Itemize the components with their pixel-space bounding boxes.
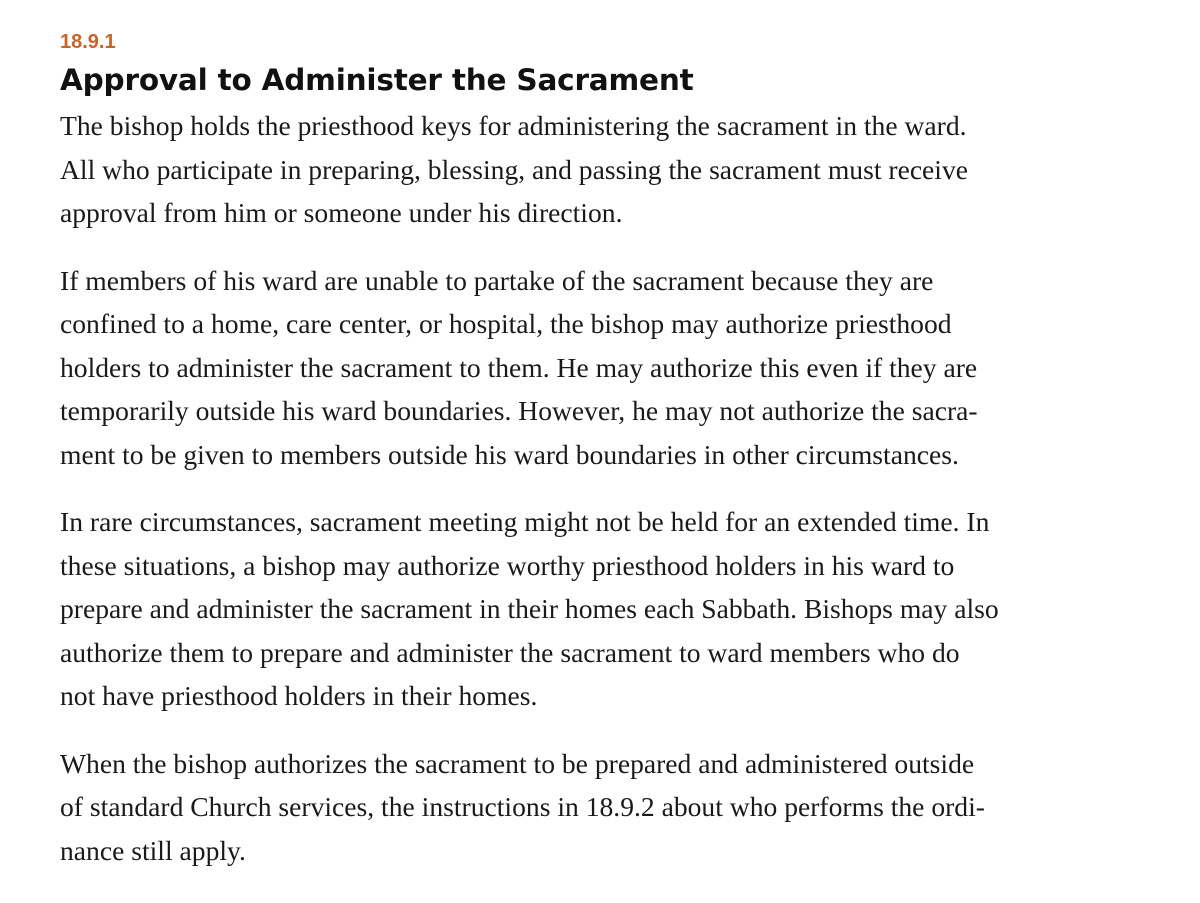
paragraph-line: nance still apply. (60, 834, 246, 866)
paragraph-line: prepare and administer the sacrament in their homes each Sabbath. Bishops may also (60, 593, 999, 624)
paragraph-line: All who participate in preparing, blessing, and passing the sacrament must receive (60, 153, 969, 185)
paragraph-line: authorize them to prepare and administer the sacrament to ward members who do (60, 636, 960, 668)
paragraph-line: ment to be given to members outside his ward boundaries in other circumstances. (60, 438, 959, 470)
section-title: Approval to Administer the Sacrament (60, 63, 694, 97)
paragraph-line: approval from him or someone under his direction. (60, 197, 623, 228)
paragraph-2 (60, 259, 1170, 477)
document-page (60, 28, 1170, 872)
paragraph-line: If members of his ward are unable to partake of the sacrament because they are (60, 264, 934, 296)
paragraph-line: The bishop holds the priesthood keys for administering the sacrament in the ward. (60, 110, 967, 141)
paragraph-3 (60, 500, 1170, 718)
paragraph-line: When the bishop authorizes the sacrament to be prepared and administered outside (60, 747, 975, 779)
section-number: 18.9.1 (60, 31, 116, 53)
paragraph-line: confined to a home, care center, or hospital, the bishop may authorize priesthood (60, 308, 952, 339)
paragraph-line: temporarily outside his ward boundaries. However, he may not authorize the sacra- (60, 395, 978, 426)
paragraph-line: these situations, a bishop may authorize worthy priesthood holders in his ward to (60, 549, 955, 581)
paragraph-4 (60, 742, 1170, 873)
paragraph-line: not have priesthood holders in their homes. (60, 680, 538, 711)
paragraph-1 (60, 104, 1170, 235)
paragraph-line: holders to administer the sacrament to them. He may authorize this even if they are (60, 351, 978, 383)
paragraph-line: In rare circumstances, sacrament meeting might not be held for an extended time. In (60, 506, 990, 537)
paragraph-line: of standard Church services, the instructions in 18.9.2 about who performs the ordi- (60, 791, 985, 822)
